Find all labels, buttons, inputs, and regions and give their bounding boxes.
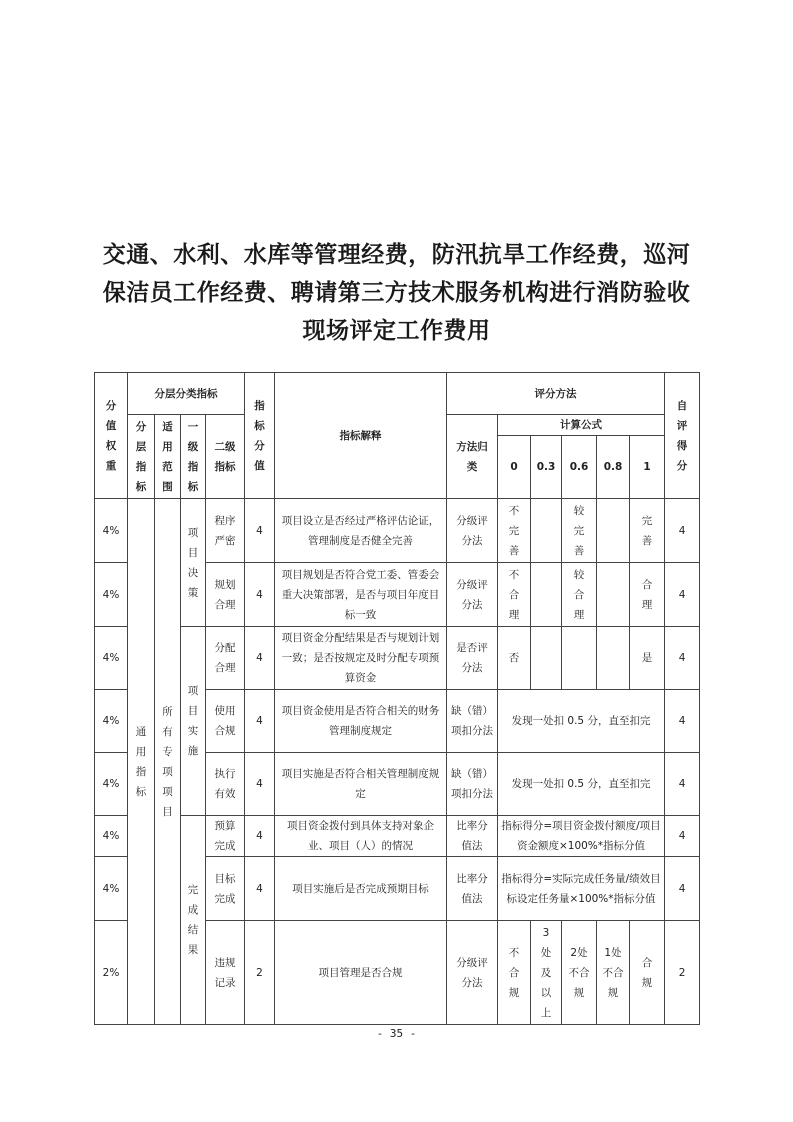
explanation-cell: 项目资金拨付到具体支持对象企业、项目（人）的情况 [275, 816, 447, 857]
grade-0-cell: 不完善 [498, 499, 531, 563]
table-row [95, 627, 700, 690]
score-cell: 4 [245, 753, 275, 816]
weight-cell: 4% [95, 857, 128, 921]
self-score-cell: 4 [665, 690, 700, 753]
grade-0.8-cell: 1处不合规 [597, 921, 630, 1025]
header-formula: 计算公式 [498, 415, 665, 436]
grade-0-cell: 不合理 [498, 563, 531, 627]
self-score-cell: 4 [665, 816, 700, 857]
method-cell: 比率分值法 [447, 816, 498, 857]
score-cell: 4 [245, 627, 275, 690]
method-cell: 是否评分法 [447, 627, 498, 690]
self-score-cell: 4 [665, 499, 700, 563]
grade-0.6-cell: 较合理 [562, 563, 597, 627]
level1-implementation-cell: 项目实施 [181, 627, 206, 816]
score-cell: 2 [245, 921, 275, 1025]
explanation-cell: 项目实施后是否完成预期目标 [275, 857, 447, 921]
weight-cell: 4% [95, 816, 128, 857]
weight-cell: 4% [95, 627, 128, 690]
explanation-cell: 项目管理是否合规 [275, 921, 447, 1025]
explanation-cell: 项目规划是否符合党工委、管委会重大决策部署，是否与项目年度目标一致 [275, 563, 447, 627]
explanation-cell: 项目资金分配结果是否与规划计划一致；是否按规定及时分配专项预算资金 [275, 627, 447, 690]
table-row [95, 816, 700, 857]
self-score-cell: 4 [665, 857, 700, 921]
method-cell: 分级评分法 [447, 499, 498, 563]
grade-0-cell: 不合规 [498, 921, 531, 1025]
grade-0.8-cell [597, 563, 630, 627]
formula-cell: 指标得分=实际完成任务量/绩效目标设定任务量×100%*指标分值 [498, 857, 665, 921]
grade-1: 1 [630, 436, 665, 499]
grade-0.8-cell [597, 627, 630, 690]
grade-0.3: 0.3 [531, 436, 562, 499]
level2-cell: 分配合理 [206, 627, 245, 690]
self-score-cell: 2 [665, 921, 700, 1025]
header-category-group: 分层分类指标 [128, 373, 245, 415]
level1-decision-cell: 项目决策 [181, 499, 206, 627]
grade-0.8-cell [597, 499, 630, 563]
header-scope: 适用范围 [155, 415, 181, 499]
header-self-score: 自评得分 [665, 373, 700, 499]
grade-1-cell: 合理 [630, 563, 665, 627]
score-cell: 4 [245, 499, 275, 563]
grade-1-cell: 完善 [630, 499, 665, 563]
grade-0.3-cell [531, 499, 562, 563]
header-level2: 二级指标 [206, 415, 245, 499]
level2-cell: 使用合规 [206, 690, 245, 753]
score-cell: 4 [245, 816, 275, 857]
level2-cell: 程序严密 [206, 499, 245, 563]
scope-cell: 所有专项项目 [155, 499, 181, 1025]
header-score: 指标分值 [245, 373, 275, 499]
explanation-cell: 项目资金使用是否符合相关的财务管理制度规定 [275, 690, 447, 753]
grade-0.6-cell [562, 627, 597, 690]
level2-cell: 规划合理 [206, 563, 245, 627]
self-score-cell: 4 [665, 627, 700, 690]
level2-cell: 执行有效 [206, 753, 245, 816]
weight-cell: 2% [95, 921, 128, 1025]
level2-cell: 目标完成 [206, 857, 245, 921]
explanation-cell: 项目实施是否符合相关管理制度规定 [275, 753, 447, 816]
method-cell: 比率分值法 [447, 857, 498, 921]
weight-cell: 4% [95, 499, 128, 563]
method-cell: 分级评分法 [447, 921, 498, 1025]
self-score-cell: 4 [665, 563, 700, 627]
evaluation-table [94, 372, 700, 1025]
weight-cell: 4% [95, 753, 128, 816]
method-cell: 缺（错）项扣分法 [447, 690, 498, 753]
header-method-type: 方法归类 [447, 415, 498, 499]
grade-0.3-cell [531, 627, 562, 690]
layer-indicator-cell: 通用指标 [128, 499, 155, 1025]
formula-cell: 发现一处扣 0.5 分，直至扣完 [498, 690, 665, 753]
formula-cell: 指标得分=项目资金拨付额度/项目资金额度×100%*指标分值 [498, 816, 665, 857]
method-cell: 分级评分法 [447, 563, 498, 627]
table-row [95, 499, 700, 563]
weight-cell: 4% [95, 690, 128, 753]
weight-cell: 4% [95, 563, 128, 627]
grade-0.8: 0.8 [597, 436, 630, 499]
grade-0.6-cell: 较完善 [562, 499, 597, 563]
header-level1: 一级指标 [181, 415, 206, 499]
self-score-cell: 4 [665, 753, 700, 816]
score-cell: 4 [245, 563, 275, 627]
header-layer-indicator: 分层指标 [128, 415, 155, 499]
header-method-group: 评分方法 [447, 373, 665, 415]
formula-cell: 发现一处扣 0.5 分，直至扣完 [498, 753, 665, 816]
grade-0: 0 [498, 436, 531, 499]
level2-cell: 违规记录 [206, 921, 245, 1025]
header-explanation: 指标解释 [275, 373, 447, 499]
level2-cell: 预算完成 [206, 816, 245, 857]
score-cell: 4 [245, 690, 275, 753]
page-number: - 35 - [376, 1027, 417, 1040]
grade-1-cell: 是 [630, 627, 665, 690]
document-title: 交通、水利、水库等管理经费，防汛抗旱工作经费，巡河保洁员工作经费、聘请第三方技术服务机构进行消防验收现场评定工作费用 [102, 241, 691, 344]
level1-result-cell: 完成结果 [181, 816, 206, 1025]
explanation-cell: 项目设立是否经过严格评估论证，管理制度是否健全完善 [275, 499, 447, 563]
grade-0.6-cell: 2处不合规 [562, 921, 597, 1025]
grade-0.6: 0.6 [562, 436, 597, 499]
score-cell: 4 [245, 857, 275, 921]
header-weight: 分值权重 [95, 373, 128, 499]
method-cell: 缺（错）项扣分法 [447, 753, 498, 816]
grade-1-cell: 合规 [630, 921, 665, 1025]
grade-0.3-cell: 3处及以上 [531, 921, 562, 1025]
grade-0.3-cell [531, 563, 562, 627]
grade-0-cell: 否 [498, 627, 531, 690]
